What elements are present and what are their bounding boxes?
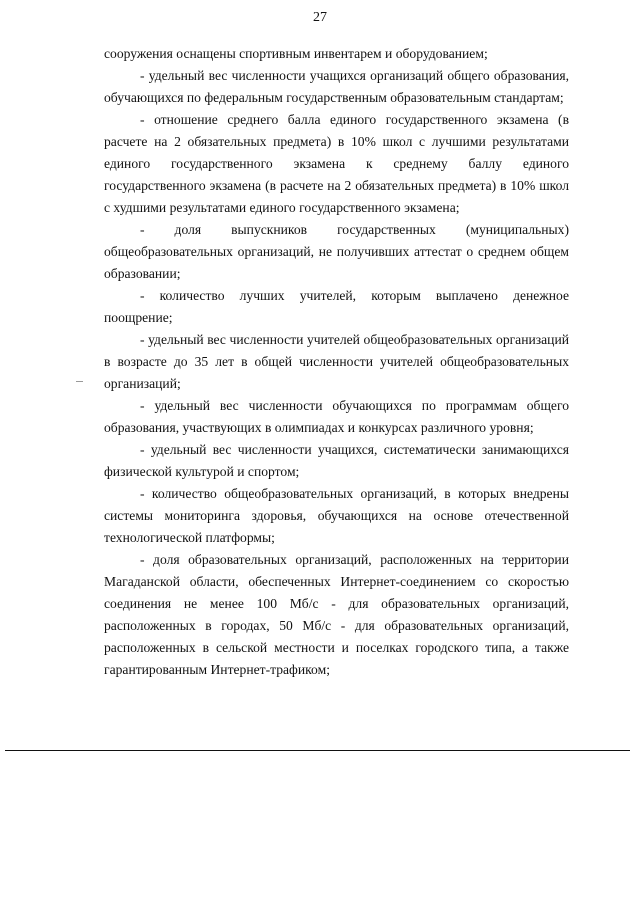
- paragraph-10: - доля образовательных организаций, расположенных на территории Магаданской области, обеспеченных Интернет-соединением со скоростью соединения не менее 100 Мб/с - для образовательных организаций, расположенных в городах, 50 Мб/с - для образовательных организаций, расположенных в сельской местности и поселках городского типа, а также гарантированным Интернет-трафиком;: [104, 552, 569, 677]
- horizontal-rule: [5, 750, 630, 751]
- page-number: 27: [313, 10, 327, 25]
- document-body: [104, 43, 569, 681]
- paragraph-2: - удельный вес численности учащихся организаций общего образования, обучающихся по федеральным государственным образовательным стандартам;: [104, 68, 569, 105]
- paragraph-8: - удельный вес численности учащихся, систематически занимающихся физической культурой и спортом;: [104, 442, 569, 479]
- paragraph-6: - удельный вес численности учителей общеобразовательных организаций в возрасте до 35 лет в общей численности учителей общеобразовательных организаций;: [104, 332, 569, 391]
- paragraph-7: - удельный вес численности обучающихся по программам общего образования, участвующих в олимпиадах и конкурсах различного уровня;: [104, 398, 569, 435]
- paragraph-3: - отношение среднего балла единого государственного экзамена (в расчете на 2 обязательных предмета) в 10% школ с лучшими результатами единого государственного экзамена к среднему баллу единого государственного экзамена (в расчете на 2 обязательных предмета) в 10% школ с худшими результатами единого государственного экзамена;: [104, 112, 569, 215]
- paragraph-1: сооружения оснащены спортивным инвентарем и оборудованием;: [104, 46, 488, 61]
- paragraph-9: - количество общеобразовательных организаций, в которых внедрены системы мониторинга здоровья, обучающихся на основе отечественной технологической платформы;: [104, 486, 569, 545]
- margin-mark: [76, 381, 83, 382]
- paragraph-5: - количество лучших учителей, которым выплачено денежное поощрение;: [104, 288, 569, 325]
- paragraph-4: - доля выпускников государственных (муниципальных) общеобразовательных организаций, не получивших аттестат о среднем общем образовании;: [104, 222, 569, 281]
